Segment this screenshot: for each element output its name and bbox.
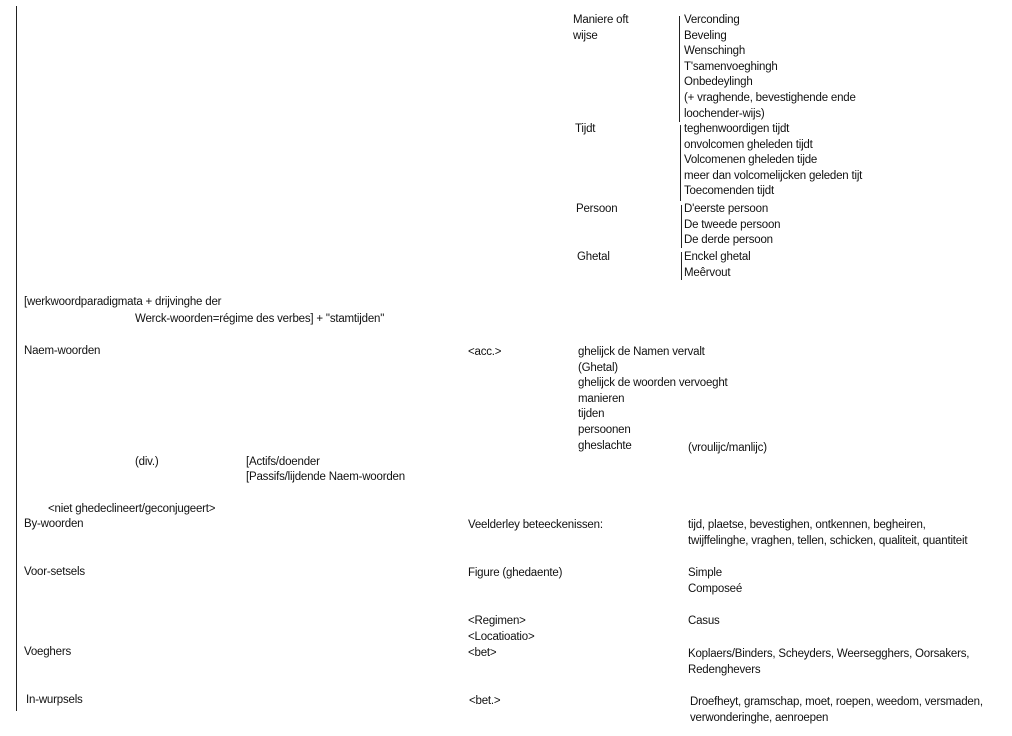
manner-item: T'samenvoeghingh	[684, 60, 778, 73]
adverbs-label: By-woorden	[24, 518, 84, 530]
person-item: D'eerste persoon	[684, 203, 769, 215]
tense-item: onvolcomen gheleden tijdt	[684, 138, 813, 151]
manner-item: Beveling	[684, 29, 727, 42]
adverbs-tag: Veelderley beteeckenissen:	[468, 519, 603, 531]
interjections-label: In-wurpsels	[26, 694, 83, 706]
person-bracket	[681, 205, 682, 248]
prepositions-label: Voor-setsels	[24, 566, 85, 578]
number-item: Enckel ghetal	[684, 251, 751, 263]
nouns-item: persoonen	[578, 423, 631, 436]
nouns-label: Naem-woorden	[24, 345, 101, 357]
number-item: Meêrvout	[684, 266, 731, 279]
tense-items	[684, 122, 862, 200]
passive-label: [Passifs/lijdende Naem-woorden	[246, 471, 405, 483]
manner-label-line: wijse	[573, 29, 598, 42]
manner-item: Verconding	[684, 14, 740, 26]
manner-label-line: Maniere oft	[573, 14, 629, 26]
verb-note-line2: Werck-woorden=régime des verbes] + "stamtijden"	[135, 313, 385, 325]
nouns-items	[578, 345, 728, 454]
prepositions-composee: Composeé	[688, 583, 743, 595]
conjunctions-line2: Redenghevers	[688, 664, 761, 676]
number-bracket	[681, 252, 682, 280]
number-items	[684, 250, 750, 281]
person-item: De derde persoon	[684, 234, 773, 247]
prepositions-simple: Simple	[688, 567, 722, 579]
tense-bracket	[680, 125, 681, 201]
tense-item: Toecomenden tijdt	[684, 185, 774, 198]
gender-note: (vroulijc/manlijc)	[688, 442, 767, 454]
number-label: Ghetal	[577, 251, 610, 263]
active-label: [Actifs/doender	[246, 456, 320, 468]
conjunctions-label: Voeghers	[24, 646, 71, 658]
tense-item: meer dan volcomelijcken geleden tijt	[684, 169, 863, 182]
interjections-line2: verwonderinghe, aenroepen	[690, 712, 829, 724]
nouns-item: ghelijck de woorden vervoeght	[578, 377, 728, 390]
adverbs-line2: twijffelinghe, vraghen, tellen, schicken, qualiteit, quantiteit	[688, 535, 968, 547]
interjections-line1: Droefheyt, gramschap, moet, roepen, weedom, versmaden,	[690, 696, 983, 708]
verb-note-line1: [werkwoordparadigmata + drijvinghe der	[24, 296, 222, 308]
not-declined-note: <niet ghedeclineert/geconjugeert>	[48, 503, 216, 515]
manner-label	[573, 13, 628, 44]
nouns-item: manieren	[578, 392, 625, 405]
locatio-tag: <Locatioatio>	[468, 631, 535, 643]
regimen-tag: <Regimen>	[468, 615, 526, 627]
conjunctions-tag: <bet>	[468, 647, 497, 659]
tense-item: teghenwoordigen tijdt	[684, 123, 790, 135]
conjunctions-line1: Koplaers/Binders, Scheyders, Weersegghers, Oorsakers,	[688, 648, 970, 660]
manner-item: loochender-wijs)	[684, 107, 765, 120]
manner-item: (+ vraghende, bevestighende ende	[684, 91, 856, 104]
div-label: (div.)	[135, 456, 159, 468]
prepositions-tag: Figure (ghedaente)	[468, 567, 563, 579]
nouns-item: (Ghetal)	[578, 361, 618, 374]
adverbs-line1: tijd, plaetse, bevestighen, ontkennen, begheiren,	[688, 519, 926, 531]
nouns-tag: <acc.>	[468, 346, 502, 358]
person-item: De tweede persoon	[684, 218, 781, 231]
nouns-item: ghelijck de Namen vervalt	[578, 346, 705, 358]
nouns-item: tijden	[578, 408, 605, 421]
manner-item: Wenschingh	[684, 45, 746, 58]
manner-items	[684, 13, 856, 122]
left-margin-rule	[16, 6, 17, 711]
tense-label: Tijdt	[575, 123, 596, 135]
person-items	[684, 202, 780, 249]
person-label: Persoon	[576, 203, 618, 215]
interjections-tag: <bet.>	[469, 695, 501, 707]
manner-bracket	[679, 16, 680, 122]
manner-item: Onbedeylingh	[684, 76, 753, 89]
nouns-item: gheslachte	[578, 439, 632, 452]
casus-label: Casus	[688, 615, 720, 627]
tense-item: Volcomenen gheleden tijde	[684, 154, 818, 167]
